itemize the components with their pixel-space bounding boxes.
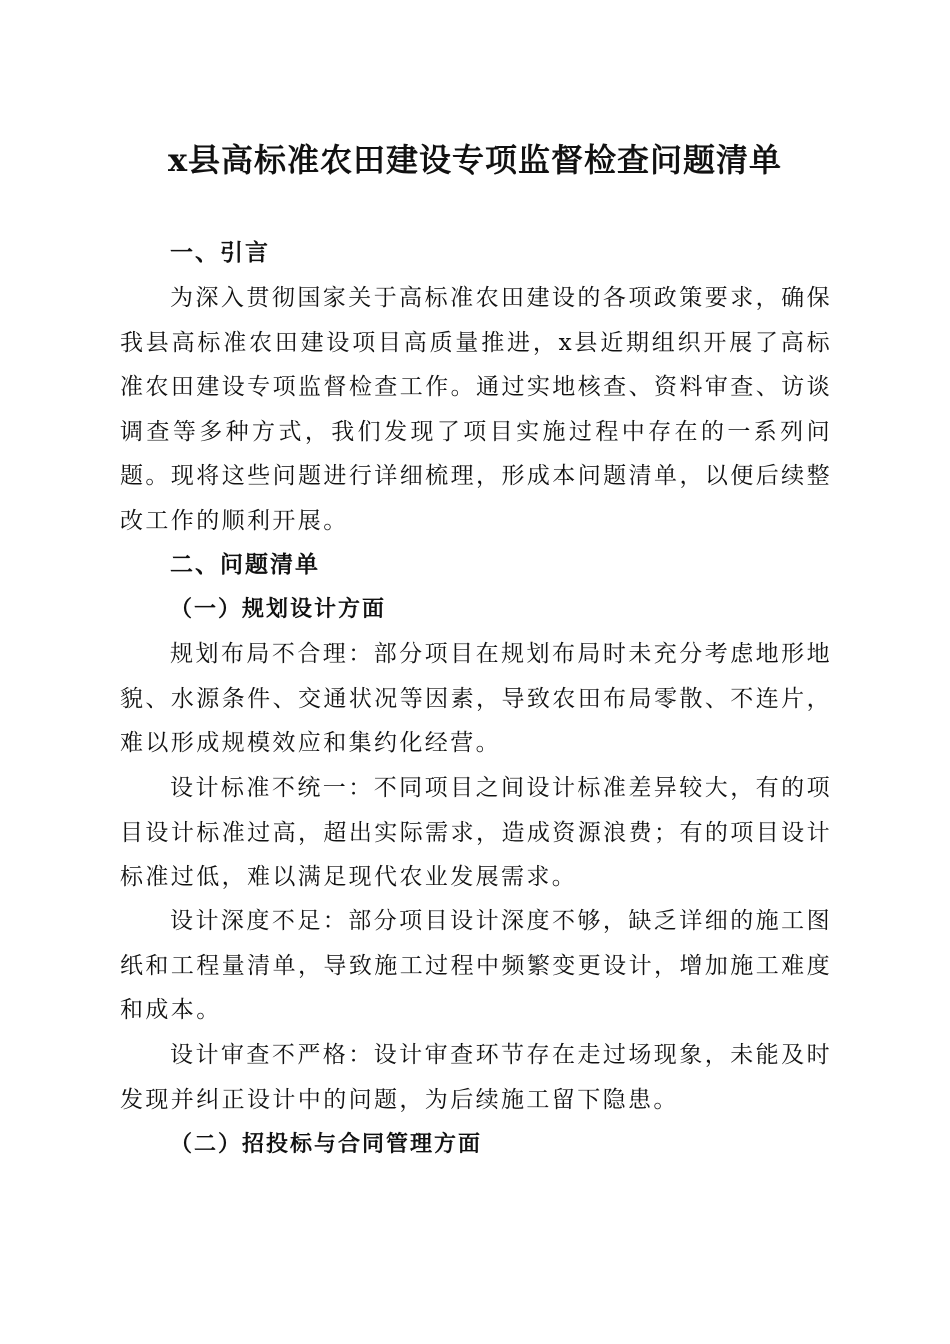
document-title: x县高标准农田建设专项监督检查问题清单 bbox=[167, 141, 783, 179]
subsection-heading-bidding-contracts: （二）招投标与合同管理方面 bbox=[170, 1131, 483, 1157]
section-heading-introduction: 一、引言 bbox=[170, 240, 270, 266]
issue-paragraph-design-standards: 设计标准不统一：不同项目之间设计标准差异较大，有的项目设计标准过高，超出实际需求，造成资源浪费；有的项目设计标准过低，难以满足现代农业发展需求。 bbox=[120, 775, 832, 891]
section-heading-issue-list: 二、问题清单 bbox=[170, 552, 320, 578]
issue-paragraph-design-depth: 设计深度不足：部分项目设计深度不够，缺乏详细的施工图纸和工程量清单，导致施工过程中频繁变更设计，增加施工难度和成本。 bbox=[120, 908, 832, 1024]
issue-paragraph-design-review: 设计审查不严格：设计审查环节存在走过场现象，未能及时发现并纠正设计中的问题，为后续施工留下隐患。 bbox=[120, 1042, 832, 1113]
subsection-heading-planning-design: （一）规划设计方面 bbox=[170, 596, 387, 622]
issue-paragraph-layout: 规划布局不合理：部分项目在规划布局时未充分考虑地形地貌、水源条件、交通状况等因素，导致农田布局零散、不连片，难以形成规模效应和集约化经营。 bbox=[120, 641, 832, 757]
intro-paragraph: 为深入贯彻国家关于高标准农田建设的各项政策要求，确保我县高标准农田建设项目高质量推进，x县近期组织开展了高标准农田建设专项监督检查工作。通过实地核查、资料审查、访谈调查等多种方式，我们发现了项目实施过程中存在的一系列问题。现将这些问题进行详细梳理，形成本问题清单，以便后续整改工作的顺利开展。 bbox=[120, 285, 832, 534]
